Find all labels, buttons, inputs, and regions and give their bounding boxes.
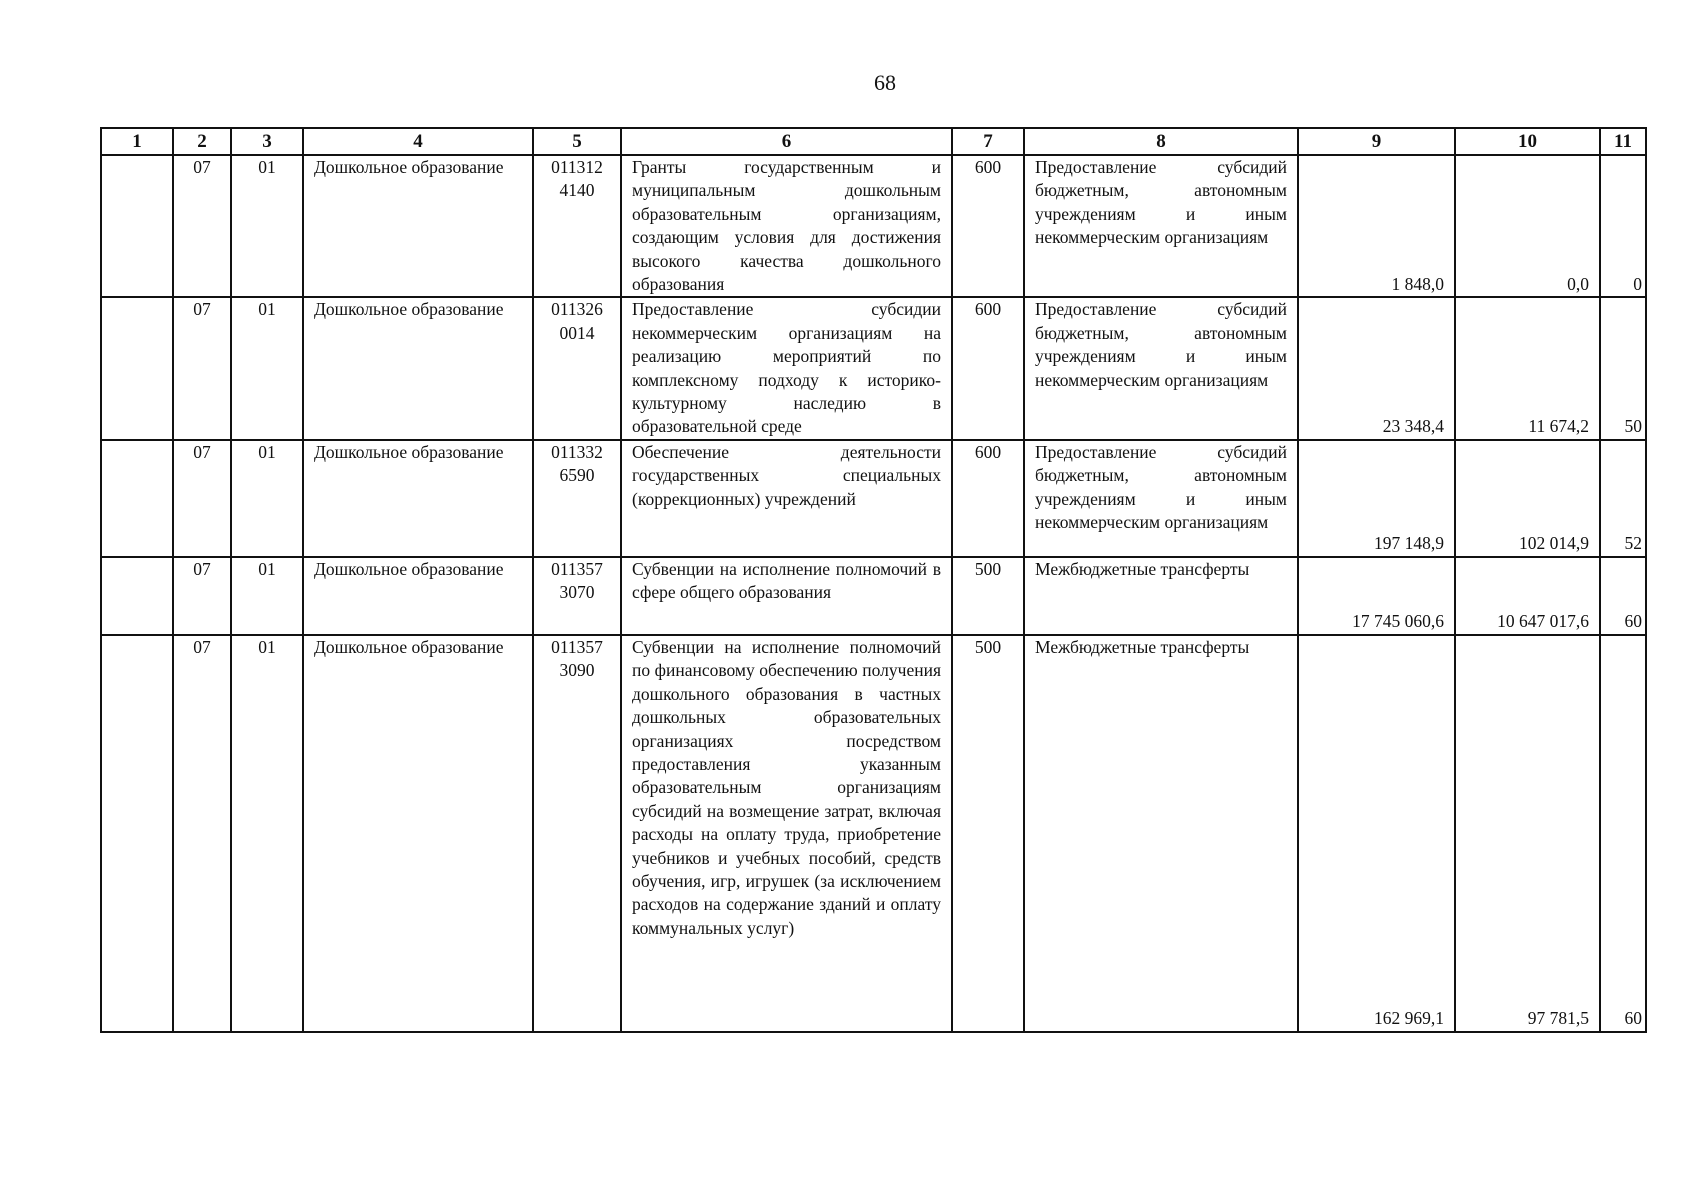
cell-section: 07 — [173, 635, 231, 1032]
cell-amount-planned: 23 348,4 — [1298, 297, 1455, 439]
cell-expense-type-code: 600 — [952, 155, 1024, 297]
table-row — [101, 297, 1646, 439]
cell-expense-type-code: 600 — [952, 297, 1024, 439]
table-row — [101, 440, 1646, 557]
target-code-part-1: 011357 — [551, 558, 603, 579]
cell-target-code — [533, 297, 621, 439]
cell-amount-executed: 10 647 017,6 — [1455, 557, 1600, 635]
target-code-part-1: 011332 — [551, 441, 603, 462]
page-number: 68 — [874, 70, 896, 95]
cell-expense-type-code: 600 — [952, 440, 1024, 557]
cell-percent: 52 — [1600, 440, 1646, 557]
cell-amount-planned: 162 969,1 — [1298, 635, 1455, 1032]
cell-expense-type-name: Предоставление субсидий бюджетным, автономным учреждениям и иным некоммерческим организациям — [1024, 297, 1298, 439]
cell-subsection-name: Дошкольное образование — [303, 297, 533, 439]
table-row — [101, 557, 1646, 635]
cell-section: 07 — [173, 557, 231, 635]
cell-percent: 60 — [1600, 635, 1646, 1032]
cell-target-code — [533, 635, 621, 1032]
cell-subsection: 01 — [231, 440, 303, 557]
cell-expense-type-name: Межбюджетные трансферты — [1024, 635, 1298, 1032]
cell-percent: 0 — [1600, 155, 1646, 297]
header-col-6: 6 — [621, 128, 952, 155]
cell-subsection: 01 — [231, 297, 303, 439]
cell-amount-planned: 197 148,9 — [1298, 440, 1455, 557]
cell-subsection-name: Дошкольное образование — [303, 557, 533, 635]
cell-col-1 — [101, 635, 173, 1032]
target-code-part-2: 0014 — [559, 322, 595, 343]
cell-amount-executed: 11 674,2 — [1455, 297, 1600, 439]
table-row — [101, 155, 1646, 297]
cell-expense-type-name: Предоставление субсидий бюджетным, автономным учреждениям и иным некоммерческим организациям — [1024, 155, 1298, 297]
cell-expense-type-code: 500 — [952, 635, 1024, 1032]
header-col-7: 7 — [952, 128, 1024, 155]
cell-section: 07 — [173, 440, 231, 557]
cell-col-1 — [101, 557, 173, 635]
target-code-part-2: 3070 — [559, 582, 595, 603]
cell-col-1 — [101, 297, 173, 439]
cell-expense-description: Обеспечение деятельности государственных специальных (коррекционных) учреждений — [621, 440, 952, 557]
cell-col-1 — [101, 440, 173, 557]
target-code-part-1: 011326 — [551, 299, 603, 320]
cell-amount-planned: 17 745 060,6 — [1298, 557, 1455, 635]
cell-percent: 50 — [1600, 297, 1646, 439]
cell-subsection: 01 — [231, 635, 303, 1032]
cell-expense-type-name: Межбюджетные трансферты — [1024, 557, 1298, 635]
header-col-8: 8 — [1024, 128, 1298, 155]
header-row — [101, 128, 1646, 155]
cell-amount-executed: 97 781,5 — [1455, 635, 1600, 1032]
target-code-part-1: 011357 — [551, 636, 603, 657]
cell-target-code — [533, 557, 621, 635]
table-row — [101, 635, 1646, 1032]
cell-subsection: 01 — [231, 155, 303, 297]
cell-subsection-name: Дошкольное образование — [303, 155, 533, 297]
cell-expense-description: Гранты государственным и муниципальным дошкольным образовательным организациям, создающим условия для достижения высокого качества дошкольного образования — [621, 155, 952, 297]
cell-expense-type-name: Предоставление субсидий бюджетным, автономным учреждениям и иным некоммерческим организациям — [1024, 440, 1298, 557]
header-col-4: 4 — [303, 128, 533, 155]
cell-target-code — [533, 155, 621, 297]
header-col-5: 5 — [533, 128, 621, 155]
target-code-part-2: 6590 — [559, 465, 595, 486]
cell-expense-description: Предоставление субсидии некоммерческим организациям на реализацию мероприятий по комплексному подходу к историко-культурному наследию в образовательной среде — [621, 297, 952, 439]
cell-expense-description: Субвенции на исполнение полномочий по финансовому обеспечению получения дошкольного образования в частных дошкольных образовательных организациях посредством предоставления указанным образовательным организациям субсидий на возмещение затрат, включая расходы на оплату труда, приобретение учебников и учебных пособий, средств обучения, игр, игрушек (за исключением расходов на содержание зданий и оплату коммунальных услуг) — [621, 635, 952, 1032]
target-code-part-2: 3090 — [559, 660, 595, 681]
target-code-part-2: 4140 — [559, 180, 595, 201]
cell-expense-type-code: 500 — [952, 557, 1024, 635]
cell-section: 07 — [173, 297, 231, 439]
header-col-2: 2 — [173, 128, 231, 155]
cell-subsection: 01 — [231, 557, 303, 635]
cell-col-1 — [101, 155, 173, 297]
cell-percent: 60 — [1600, 557, 1646, 635]
table-header — [101, 128, 1646, 155]
cell-expense-description: Субвенции на исполнение полномочий в сфере общего образования — [621, 557, 952, 635]
table-body — [101, 155, 1646, 1032]
cell-amount-planned: 1 848,0 — [1298, 155, 1455, 297]
cell-subsection-name: Дошкольное образование — [303, 440, 533, 557]
target-code-part-1: 011312 — [551, 157, 603, 177]
cell-amount-executed: 102 014,9 — [1455, 440, 1600, 557]
budget-table — [100, 127, 1647, 1033]
cell-amount-executed: 0,0 — [1455, 155, 1600, 297]
header-col-11: 11 — [1600, 128, 1646, 155]
header-col-9: 9 — [1298, 128, 1455, 155]
cell-section: 07 — [173, 155, 231, 297]
cell-target-code — [533, 440, 621, 557]
cell-subsection-name: Дошкольное образование — [303, 635, 533, 1032]
header-col-3: 3 — [231, 128, 303, 155]
header-col-1: 1 — [101, 128, 173, 155]
header-col-10: 10 — [1455, 128, 1600, 155]
